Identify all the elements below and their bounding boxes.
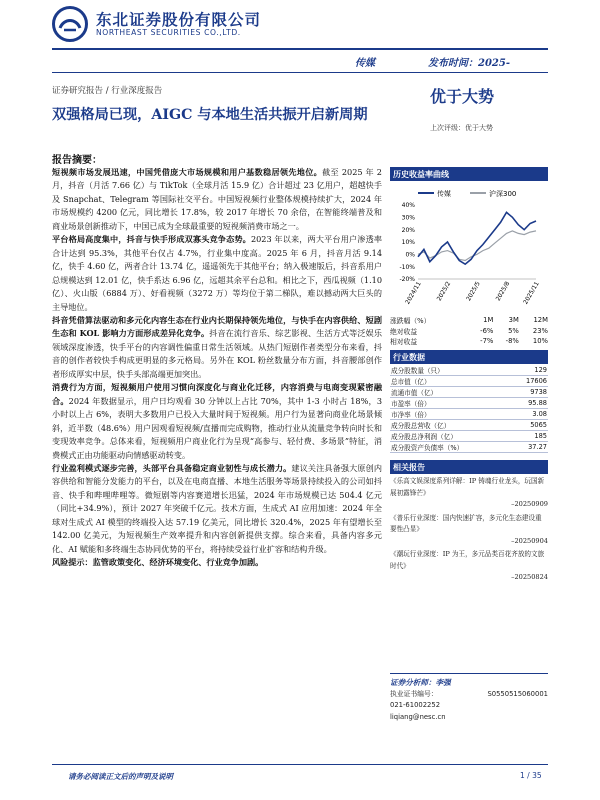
chart-lines [418, 212, 536, 264]
y-tick-label: 20% [401, 226, 415, 234]
analyst-info [390, 673, 548, 723]
legend-label-media: 传媒 [437, 190, 451, 198]
summary-paragraph: 平台格局高度集中，抖音与快手形成双寡头竞争态势。2023 年以来，两大平台用户渗透率合计达到 95.3%，其他平台仅占 4.7%，行业集中度高。2025 年 6 月，抖音月活 9.14 亿，快手 4.60 亿，两者合计 13.74 亿，遥遥领先于其他平台；纳入极速版后，抖音系用户总规模达到 12.01 亿，快手系达 6.96 亿，远超其余平台总和。相比之下，西瓜视频（1.10 亿）、火山版（6884 万）、好看视频（3272 万）等均位于第二梯队，难以撼动两大巨头的主导地位。 [52, 234, 382, 312]
industry-data-heading: 行业数据 [390, 350, 548, 364]
analyst-phone: 021-61002252 [390, 701, 441, 710]
y-tick-label: 40% [401, 202, 415, 210]
table-row: 市净率（倍） 3.08 [391, 410, 547, 420]
industry-data-table [390, 365, 548, 453]
series-line-media [418, 212, 536, 264]
analyst-email[interactable]: liqiang@nesc.cn [390, 712, 446, 721]
related-report[interactable]: 《普乐行业深度：国内快速扩容，多元化生态建设重要性凸显》 –20250904 [390, 513, 548, 545]
x-tick-label: 2025/11 [522, 280, 541, 306]
summary-paragraph: 消费行为方面，短视频用户使用习惯向深度化与商业化迁移，内容消费与电商变现紧密融合。2024 年数据显示，用户日均观看 30 分钟以上占比 70%，其中 1-3 小时占 18%，3 小时以上占 6%，表明大多数用户已投入大量时间于短视频。用户行为显著向商业化场景倾斜，近半数（48.6%）用户因观看短视频/直播而完成购物，推动行业从流量竞争转向时长和变现效率竞争。总体来看，短视频用户商业化行为呈现“高参与、轻付费、多场景”特征，消费模式正由功能驱动向情感驱动转变。 [52, 382, 382, 460]
y-tick-label: 10% [401, 239, 415, 247]
header-divider [52, 48, 548, 50]
x-tick-label: 2024/11 [404, 280, 423, 306]
risk-warning: 风险提示：监管政策变化、经济环境变化、行业竞争加剧。 [52, 557, 264, 568]
related-reports-list [390, 476, 548, 586]
analyst-license-row: 执业证书编号： S0550515060001 [390, 689, 548, 698]
table-row: 市盈率（倍） 95.88 [391, 399, 547, 409]
performance-header: 3M [508, 316, 519, 325]
subheader-divider [52, 72, 548, 73]
analyst-name: 证券分析师：李强 [390, 678, 451, 687]
y-tick-label: -20% [399, 276, 415, 284]
performance-header: 1M [483, 316, 494, 325]
page-number: 1 / 35 [520, 771, 542, 780]
y-tick-label: -10% [399, 263, 415, 271]
summary-heading: 报告摘要： [52, 155, 102, 166]
performance-table [390, 315, 548, 347]
company-logo [52, 6, 88, 42]
related-reports-heading: 相关报告 [390, 460, 548, 474]
return-chart [390, 183, 548, 315]
summary-paragraph: 抖音凭借算法驱动和多元化内容生态在行业内长期保持领先地位，与快手在内容供给、短剧生态和 KOL 影响力方面形成差异化竞争。抖音在流行音乐、综艺影视、生活方式等泛娱乐领域深度渗透，快手平台的内容调性偏重日常生活领域。从热门短剧作者类型分布来看，抖音的创作者较快手构成更明显的多元格局。另外在 KOL 粉丝数量分布方面，抖音腰部创作者形成厚实中层，快手头部高端更加突出。 [52, 314, 382, 379]
summary-body [52, 166, 382, 570]
related-report[interactable]: 《潮玩行业深度：IP 为王，多元品类百花齐放的文旅时代》 –20250824 [390, 550, 548, 581]
company-name-en: NORTHEAST SECURITIES CO.,LTD. [96, 28, 241, 37]
related-report[interactable]: 《乐高文娱深度系列详解：IP 铸魂行业龙头，玩国新展初露锋芒》 –20250909 [390, 477, 548, 508]
previous-rating: 上次评级：优于大势 [430, 124, 493, 132]
summary-paragraph: 短视频市场发展迅速，中国凭借庞大市场规模和用户基数稳居领先地位。截至 2025 年 2 月，抖音（月活 7.66 亿）与 TikTok（全球月活 15.9 亿）合计超过 23 亿用户，超越快手及 Snapchat、Telegram 等国际社交平台。中国短视频行业整体规模持续扩大，2024 年市场规模约 4200 亿元，同比增长 17.8%，较 2017 年增长 70 余倍，在智能终端普及和商业场景创新推动下，中国已成为全球最重要的短视频消费市场之一。 [52, 167, 382, 231]
performance-row: 绝对收益 -6% 5% 23% [390, 326, 548, 336]
report-title: 双强格局已现，AIGC 与本地生活共振开启新周期 [52, 107, 368, 123]
x-tick-label: 2025/8 [494, 280, 512, 303]
industry-tag: 传媒 [355, 58, 375, 69]
y-tick-label: 0% [405, 251, 415, 259]
x-axis [404, 280, 541, 305]
performance-row: 相对收益 -7% -8% 10% [390, 337, 548, 347]
table-row: 成分股总营收（亿） 5065 [391, 421, 547, 431]
report-type: 证券研究报告 / 行业深度报告 [52, 86, 163, 96]
legend-label-hs300: 沪深300 [489, 190, 517, 198]
chart-legend [418, 189, 516, 198]
release-time: 发布时间：2025- [428, 58, 510, 69]
footer-disclaimer: 请务必阅读正文后的声明及说明 [68, 772, 173, 781]
y-tick-label: 30% [401, 214, 415, 222]
performance-header: 12M [533, 316, 548, 325]
y-axis [399, 202, 536, 283]
table-row: 总市值（亿） 17606 [391, 377, 547, 387]
chart-section-heading: 历史收益率曲线 [390, 167, 548, 181]
table-row: 流通市值（亿） 9738 [391, 388, 547, 398]
company-name-cn: 东北证券股份有限公司 [96, 11, 262, 29]
rating: 优于大势 [430, 87, 495, 106]
x-tick-label: 2025/5 [465, 280, 482, 303]
summary-paragraph: 行业盈利模式逐步完善，头部平台具备稳定商业韧性与成长潜力。建议关注具备强大原创内容供给和智能分发能力的平台，以及在电商直播、本地生活服务等场景持续投入的公司如抖音、快手和哔哩哔哩等。微短剧等内容赛道增长迅猛，2024 年市场规模已达 504.4 亿元（同比+34.9%），预计 2027 年突破千亿元。技术方面，生成式 AI 应用加速：2024 年全球对生成式 AI 模型的终端投入达 57.19 亿美元，同比增长 320.4%，2025 年有望增长至 142.00 亿美元，为短视频生产效率提升和内容创新提供支撑。综合来看，具备内容多元化、AI 赋能和多终端生态协同优势的平台，将持续受益行业扩容和结构升级。 [52, 462, 382, 554]
table-row: 成分股资产负债率（%） 37.27 [391, 443, 547, 453]
footer-divider [52, 764, 548, 765]
x-tick-label: 2025/2 [435, 280, 453, 303]
performance-header: 涨跌幅（%） [390, 317, 431, 326]
table-row: 成分股数量（只） 129 [391, 366, 547, 376]
table-row: 成分股总净利润（亿） 185 [391, 432, 547, 442]
performance-header-row [390, 315, 548, 326]
